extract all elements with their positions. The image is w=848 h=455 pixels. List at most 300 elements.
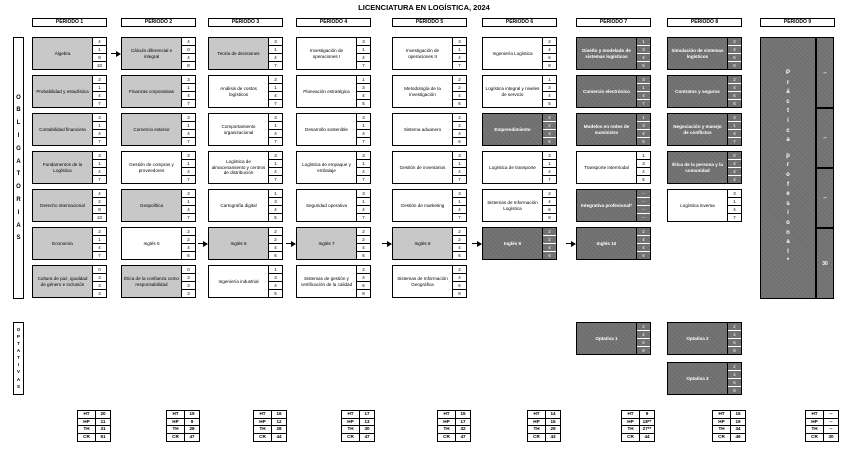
subject-hour-value: 1 [357,122,370,130]
subject-hours [92,37,107,70]
subject-card[interactable] [121,75,196,108]
totals-label: CR [713,434,731,442]
totals-label: CR [806,434,824,442]
subject-hour-value: 4 [453,274,466,282]
subject-hour-value: 7 [182,176,195,183]
subject-card[interactable] [576,227,651,260]
subject-hour-value: 1 [182,122,195,130]
subject-hour-value: 2 [357,266,370,274]
totals-row [528,434,560,442]
subject-hour-value: 6 [182,252,195,259]
subject-hour-value: 4 [182,54,195,62]
subject-card[interactable] [208,113,283,146]
subject-hour-value: 6 [728,92,741,100]
subject-card[interactable] [121,227,196,260]
subject-hour-value: 7 [728,214,741,221]
subject-hour-value: 4 [728,46,741,54]
subject-card[interactable] [208,227,283,260]
subject-hour-value: 3 [93,152,106,160]
subject-hour-value: 4 [93,38,106,46]
subject-hour-value: 5 [637,62,650,69]
subject-card[interactable] [482,189,557,222]
obligatorias-label [13,37,24,299]
practica-letter: f [787,181,789,188]
subject-card[interactable] [667,113,742,146]
totals-label: CR [342,434,360,442]
subject-hours [268,37,283,70]
totals-row [622,419,654,427]
subject-card[interactable] [296,75,371,108]
subject-hour-value: 4 [637,331,650,339]
subject-card[interactable] [482,151,557,184]
subject-hours [92,227,107,260]
subject-hours [452,113,467,146]
subject-card[interactable] [296,37,371,70]
subject-hour-value: 3 [637,122,650,130]
subject-hour-value: 1 [182,84,195,92]
subject-name: Optativa 3 [667,362,727,395]
subject-name: Probabilidad y estadística [32,75,92,108]
totals-value: 19 [189,411,195,416]
subject-card[interactable] [392,151,467,184]
subject-hour-value: 7 [357,176,370,183]
subject-card[interactable] [208,75,283,108]
totals-row [528,411,560,419]
subject-name: Planeación estratégica [296,75,356,108]
subject-hour-value: 3 [182,114,195,122]
totals-label: HT [254,411,272,418]
period-header: PERIODO 2 [121,18,196,27]
subject-name: Sistema aduanero [392,113,452,146]
subject-card[interactable] [576,37,651,70]
subject-hour-value: 4 [637,236,650,244]
prerequisite-arrow [116,51,121,57]
subject-name: Ingeniería industrial [208,265,268,298]
subject-hours [268,151,283,184]
subject-hour-value: 2 [453,114,466,122]
subject-hour-value: 3 [182,290,195,297]
subject-hour-value: 6 [453,282,466,290]
totals-row [713,411,745,419]
subject-hour-value: 4 [357,130,370,138]
subject-card[interactable] [392,75,467,108]
subject-card[interactable] [32,37,107,70]
subject-hour-value: 3 [93,114,106,122]
subject-hour-value: 3 [182,282,195,290]
subject-card[interactable] [32,151,107,184]
subject-name: Ingeniería Logística [482,37,542,70]
subject-hour-value: 1 [543,160,556,168]
subject-hour-value: 2 [543,114,556,122]
period-header: PERIODO 8 [667,18,742,27]
subject-hour-value: 2 [453,84,466,92]
subject-hour-value: 4 [453,206,466,214]
optativas-letter: I [17,362,20,368]
subject-name: Gestión de compras y proveedores [121,151,181,184]
totals-row [528,419,560,427]
subject-card[interactable] [121,113,196,146]
period-header: PERIODO 6 [482,18,557,27]
subject-hour-value: 1 [269,190,282,198]
totals-label: HT [78,411,96,418]
subject-card[interactable] [121,151,196,184]
totals-value: 29 [550,426,556,431]
obligatorias-letter: R [16,196,21,203]
totals-row [254,411,286,419]
subject-hour-value: 4 [182,244,195,252]
subject-hour-value: 4 [728,206,741,214]
subject-card[interactable] [296,113,371,146]
subject-hour-value: 3 [357,190,370,198]
subject-name: Optativa 1 [576,322,636,355]
subject-card[interactable] [32,189,107,222]
subject-card[interactable] [576,189,651,222]
totals-row [438,434,470,442]
subject-hour-value: 1 [728,198,741,206]
subject-hour-value: 2 [543,228,556,236]
practica-letter: c [786,127,790,134]
totals-label: HP [622,419,640,426]
subject-hours [92,113,107,146]
subject-hour-value: 0 [182,266,195,274]
subject-name: Metodología de la investigación [392,75,452,108]
subject-card[interactable] [576,75,651,108]
subject-hour-value: 4 [543,244,556,252]
totals-value: -- [829,411,833,416]
subject-card[interactable] [482,75,557,108]
subject-card[interactable] [32,113,107,146]
totals-value: 13 [364,418,370,424]
subject-name: Investigación de operaciones II [392,37,452,70]
subject-card[interactable] [667,362,742,395]
subject-card[interactable] [576,151,651,184]
subject-hour-value: -- [637,198,650,206]
subject-hours [727,151,742,184]
totals-label: HP [78,419,96,426]
subject-hour-value: 4 [543,198,556,206]
practica-profesional-block[interactable] [760,37,816,299]
subject-hour-value: 8 [728,387,741,394]
practica-letter: * [786,258,790,265]
subject-card[interactable] [482,37,557,70]
practica-letter: i [787,210,789,217]
subject-name: Geopolítica [121,189,181,222]
practica-letter: e [786,191,790,198]
subject-name: Inglés 10 [576,227,636,260]
subject-hour-value: 1 [269,84,282,92]
subject-hour-value: 6 [728,379,741,387]
obligatorias-letter: G [16,145,21,152]
totals-label: HP [167,419,185,426]
subject-hour-value: 4 [728,168,741,176]
totals-row [713,419,745,427]
subject-hours [356,265,371,298]
subject-hour-value: 5 [269,290,282,297]
subject-name: Negociación y manejo de conflictos [667,113,727,146]
totals-label: TH [438,426,456,433]
subject-hours [727,189,742,222]
subject-name: Comercio electrónico [576,75,636,108]
subject-hours [452,265,467,298]
subject-hour-value: 7 [269,100,282,107]
subject-hours [268,189,283,222]
practica-value: 30 [816,228,834,299]
subject-hour-value: 4 [182,130,195,138]
period-header: PERIODO 3 [208,18,283,27]
totals-row [622,426,654,434]
subject-card[interactable] [121,37,196,70]
totals-label: HT [622,411,640,418]
totals-row [167,419,199,427]
subject-hour-value: 2 [728,363,741,371]
subject-hour-value: 4 [728,331,741,339]
subject-card[interactable] [482,113,557,146]
subject-hour-value: 6 [543,206,556,214]
subject-hours [92,151,107,184]
subject-hours [636,189,651,222]
subject-hour-value: 7 [453,214,466,221]
totals-value: 34 [735,426,741,431]
subject-name: Inglés 7 [296,227,356,260]
subject-hour-value: 4 [728,160,741,168]
practica-letter: c [786,98,790,105]
subject-hour-value: 2 [637,228,650,236]
subject-hour-value: 1 [269,46,282,54]
totals-label: TH [254,426,272,433]
subject-hours [181,37,196,70]
totals-value: -- [829,426,833,431]
subject-hour-value: 7 [453,62,466,69]
subject-hour-value: 3 [182,190,195,198]
subject-hour-value: 1 [93,84,106,92]
subject-hour-value: -- [637,214,650,221]
subject-hour-value: 4 [93,92,106,100]
optativas-label [13,322,24,395]
subject-hours [356,75,371,108]
period-totals [77,410,111,442]
subject-hour-value: 4 [269,54,282,62]
totals-value: 20 [100,411,106,416]
subject-hour-value: 6 [357,252,370,259]
subject-hour-value: 1 [637,38,650,46]
subject-card[interactable] [667,37,742,70]
practica-value: -- [816,168,834,228]
subject-name: Diseño y modelado de sistemas logísticos [576,37,636,70]
subject-hour-value: 3 [269,274,282,282]
totals-value: 12 [276,418,282,424]
subject-hours [452,151,467,184]
subject-name: Seguridad operativa [296,189,356,222]
subject-hour-value: 8 [543,214,556,221]
subject-hour-value: 4 [182,92,195,100]
subject-card[interactable] [208,37,283,70]
subject-card[interactable] [296,227,371,260]
subject-hours [452,37,467,70]
subject-hour-value: -- [637,206,650,214]
subject-hour-value: 7 [453,176,466,183]
subject-name: Logística inversa [667,189,727,222]
subject-card[interactable] [32,227,107,260]
subject-hour-value: 4 [637,168,650,176]
subject-hour-value: 1 [93,122,106,130]
subject-hour-value: 3 [269,38,282,46]
subject-hour-value: 4 [637,244,650,252]
subject-hours [542,113,557,146]
totals-label: HT [438,411,456,418]
subject-hour-value: 3 [453,190,466,198]
subject-card[interactable] [208,265,283,298]
subject-hour-value: 7 [269,176,282,183]
subject-card[interactable] [392,227,467,260]
totals-row [342,434,374,442]
subject-hours [356,189,371,222]
totals-row [78,411,110,419]
subject-name: Integrativa profesional* [576,189,636,222]
subject-hour-value: 2 [182,236,195,244]
subject-hour-value: 2 [357,228,370,236]
subject-name: Contratos y seguros [667,75,727,108]
subject-card[interactable] [32,75,107,108]
subject-hours [268,265,283,298]
subject-card[interactable] [482,227,557,260]
subject-hour-value: 2 [93,198,106,206]
subject-card[interactable] [208,189,283,222]
subject-hours [636,37,651,70]
prerequisite-arrow [571,241,576,247]
totals-label: HT [713,411,731,418]
totals-row [438,411,470,419]
subject-hour-value: 4 [728,176,741,183]
practica-letter: o [786,172,790,178]
subject-name: Optativa 2 [667,322,727,355]
practica-letter: á [786,89,790,96]
subject-hour-value: 7 [269,62,282,69]
subject-card[interactable] [667,189,742,222]
subject-card[interactable] [667,75,742,108]
subject-hour-value: 3 [453,38,466,46]
subject-hour-value: 2 [453,122,466,130]
subject-hour-value: 1 [357,46,370,54]
subject-card[interactable] [208,151,283,184]
subject-card[interactable] [392,189,467,222]
subject-name: Cultura de paz, igualdad de género e inclusión [32,265,92,298]
totals-label: CR [167,434,185,442]
subject-hour-value: 3 [357,84,370,92]
subject-hour-value: 3 [357,38,370,46]
subject-name: Contabilidad financiera [32,113,92,146]
page-title: LICENCIATURA EN LOGÍSTICA, 2024 [358,3,490,12]
subject-card[interactable] [576,113,651,146]
subject-hour-value: 3 [182,274,195,282]
totals-row [254,426,286,434]
subject-hour-value: 1 [93,46,106,54]
subject-card[interactable] [392,37,467,70]
subject-hour-value: 6 [453,138,466,145]
subject-hour-value: 4 [269,92,282,100]
subject-hours [636,322,651,355]
subject-hour-value: 1 [453,198,466,206]
subject-card[interactable] [667,322,742,355]
subject-hour-value: 3 [93,290,106,297]
prerequisite-arrow [291,241,296,247]
subject-hour-value: 8 [93,206,106,214]
totals-label: HP [438,419,456,426]
totals-value: 44 [276,433,282,439]
totals-value: 17 [364,411,370,416]
subject-card[interactable] [296,189,371,222]
totals-row [806,419,838,427]
subject-card[interactable] [392,113,467,146]
totals-label: HT [528,411,546,418]
totals-label: HP [528,419,546,426]
totals-value: 49 [735,433,741,439]
subject-hours [727,113,742,146]
totals-label: TH [806,426,824,433]
subject-hour-value: 4 [182,38,195,46]
subject-name: Economía [32,227,92,260]
subject-card[interactable] [296,151,371,184]
subject-card[interactable] [296,265,371,298]
subject-card[interactable] [121,265,196,298]
subject-hours [268,75,283,108]
practica-value: -- [816,37,834,108]
totals-label: CR [528,434,546,442]
totals-label: HP [342,419,360,426]
totals-row [622,411,654,419]
practica-letter: l [787,248,789,255]
totals-value: 47 [460,433,466,439]
practica-letter: a [786,239,790,246]
subject-hour-value: 4 [182,168,195,176]
subject-name: Inglés 6 [208,227,268,260]
totals-value: 30 [364,426,370,431]
subject-name: Logística de almacenamiento y centros de distribución [208,151,268,184]
subject-card[interactable] [576,322,651,355]
totals-label: HP [713,419,731,426]
totals-row [806,426,838,434]
subject-name: Gestión de marketing [392,189,452,222]
subject-card[interactable] [32,265,107,298]
subject-hour-value: 1 [543,76,556,84]
subject-name: Sistemas de Información Logística [482,189,542,222]
totals-label: HT [806,411,824,418]
subject-hour-value: 1 [269,266,282,274]
totals-row [342,419,374,427]
subject-hour-value: 6 [637,339,650,347]
subject-hour-value: 0 [93,266,106,274]
subject-card[interactable] [392,265,467,298]
totals-value: 30 [828,433,834,439]
subject-hour-value: 2 [453,76,466,84]
totals-row [167,426,199,434]
practica-letter: n [786,229,790,236]
subject-hour-value: 2 [453,228,466,236]
optativas-letter: T [17,341,20,347]
subject-card[interactable] [121,189,196,222]
subject-name: Modelos en redes de suministro [576,113,636,146]
subject-hour-value: 10 [93,62,106,69]
optativas-letter: V [16,369,20,375]
optativas-letter: S [16,383,20,389]
subject-hour-value: 4 [453,92,466,100]
subject-hour-value: 3 [357,114,370,122]
subject-hour-value: 1 [93,160,106,168]
subject-hour-value: 3 [182,76,195,84]
subject-hour-value: 1 [182,198,195,206]
subject-name: Emprendimiento [482,113,542,146]
subject-card[interactable] [667,151,742,184]
practica-letter: t [787,108,789,115]
